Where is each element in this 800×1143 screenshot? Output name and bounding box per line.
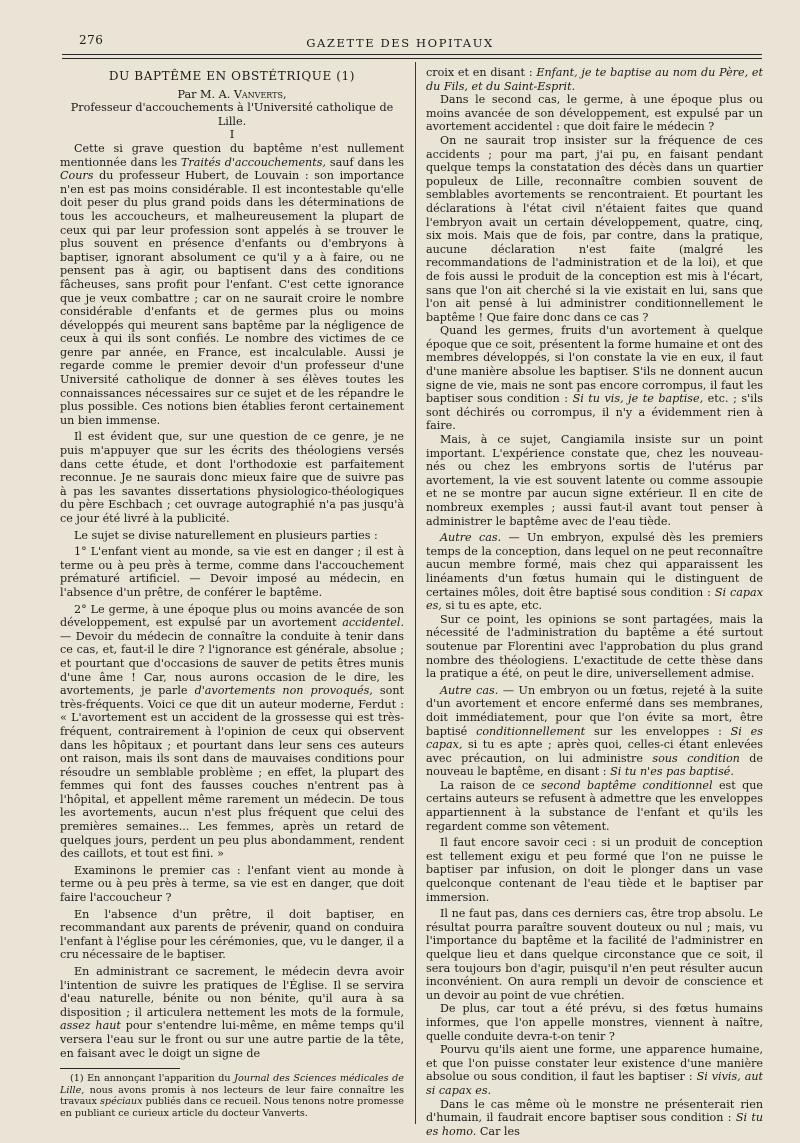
left-paragraph-3: Le sujet se divise naturellement en plusieurs parties : [74,528,378,542]
author-name: Vanverts, [233,87,287,101]
right-paragraph-9: La raison de ce second baptême conditionnel est que certains auteurs se refusent à admettre que les enveloppes appartiennent à la substance de l'enfant et qu'ils les regardent comme son vêtement. [426,778,763,833]
right-paragraph-11: Il ne faut pas, dans ces derniers cas, être trop absolu. Le résultat pourra paraître souvent douteux ou nul ; mais, vu l'importance du baptême et la facilité de l'administrer en quelque lieu et dans quelque circonstance que ce soit, il sera toujours bon d'agir, puisqu'il n'en peut résulter aucun inconvénient. On aura rempli un devoir de conscience et un devoir au point de vue chrétien. [426,907,763,1002]
article-title: DU BAPTÊME EN OBSTÉTRIQUE (1) [108,69,356,83]
right-paragraph-6: Autre cas. — Un embryon, expulsé dès les premiers temps de la conception, dans lequel on ne peut reconnaître aucun membre formé, mais chez qui apparaissent les linéaments d'un fœtus humain qui le distinguent de certaines môles, doit être baptisé sous condition : Si capax es, si tu es apte, etc. [426,531,763,613]
left-paragraph-6: Examinons le premier cas : l'enfant vient au monde à terme ou à peu près à terme, sa vie est en danger, que doit faire l'accoucheur ? [60,863,404,905]
author-prefix: Par M. A. [177,87,234,101]
header-rule-thin [62,58,762,59]
right-paragraph-13: Pourvu qu'ils aient une forme, une apparence humaine, et que l'on puisse constater leur existence d'une manière absolue ou sous condition, il faut les baptiser : Si vivis, aut si capax es. [426,1043,763,1097]
footnote [60,1073,404,1119]
article-author [60,88,404,102]
left-paragraph-5: 2° Le germe, à une époque plus ou moins avancée de son développement, est expulsé par un avortement accidentel. — Devoir du médecin de connaître la conduite à tenir dans ce cas, et, faut-il le dire ? l'ignorance est générale, absolue ; et pourtant que d'occasions de sauver de petits êtres munis d'une âme ! Car, nous aurons occasion de le dire, les avortements, je parle d'avortements non provoqués, sont très-fréquents. Voici ce que dit un auteur moderne, Ferdut : « L'avortement est un accident de la grossesse qui est très-fréquent, contrairement à l'opinion de ceux qui observent dans les hôpitaux ; et pourtant dans leur sens ces auteurs ont raison, mais ils sont dans de mauvaises conditions pour résoudre un semblable problème ; en effet, la plupart des femmes qui font des fausses couches n'entrent pas à l'hôpital, et appellent même rarement un médecin. De tous les avortements, aucun n'est plus fréquent que celui des premières semaines... Les femmes, après un retard de quelques jours, perdent un peu plus abondamment, rendent des caillots, et tout est fini. » [60,602,404,861]
right-paragraph-14: Dans le cas même où le monstre ne présenterait rien d'humain, il faudrait encore baptiser sous condition : Si tu es homo. Car les [426,1097,763,1138]
running-title: GAZETTE DES HOPITAUX [306,36,494,50]
right-column [426,66,763,1138]
section-numeral: I [229,127,235,142]
right-paragraph-12: De plus, car tout a été prévu, si des fœtus humains informes, que l'on appelle monstres, viennent à naître, quelle conduite devra-t-on tenir ? [426,1002,763,1043]
left-paragraph-4: 1° L'enfant vient au monde, sa vie est en danger ; il est à terme ou à peu près à terme, comme dans l'accouchement prématuré artificiel. — Devoir imposé au médecin, en l'absence d'un prêtre, de conférer le baptême. [60,545,404,599]
left-paragraph-1: Cette si grave question du baptême n'est nullement mentionnée dans les Traités d'accouchements, sauf dans les Cours du professeur Hubert, de Louvain : son importance n'en est pas moins considérable. Il est incontestable qu'elle doit peser du plus grand poids dans les déterminations de tous les accoucheurs, et malheureusement la plupart de ceux qui par leur profession sont appelés à se trouver le plus souvent en présence d'enfants ou d'embryons à baptiser, ignorant absolument ce qu'il y a à faire, ou ne pensent pas à agir, ou baptisent dans des conditions fâcheuses, sans profit pour l'enfant. C'est cette ignorance que je veux combattre ; car on ne saurait croire le nombre considérable d'enfants et de germes plus ou moins développés qui meurent sans baptême par la négligence de ceux à qui ils sont confiés. Le nombre des victimes de ce genre par année, en France, est incalculable. Aussi je regarde comme le premier devoir d'un professeur d'une Université catholique de donner à ses élèves toutes les connaissances nécessaires sur ce sujet et de les répandre le plus possible. Ces notions bien établies feront certainement un bien immense. [60,141,405,427]
right-paragraph-8: Autre cas. — Un embryon ou un fœtus, rejeté à la suite d'un avortement et encore enfermé dans ses membranes, doit immédiatement, pour que l'on évite sa mort, être baptisé conditionnellement sur les enveloppes : Si es capax, si tu es apte ; après quoi, celles-ci étant enlevées avec précaution, on lui administre sous condition de nouveau le baptême, en disant : Si tu n'es pas baptisé. [426,683,763,779]
right-paragraph-5: Mais, à ce sujet, Cangiamila insiste sur un point important. L'expérience constate que, chez les nouveau-nés ou chez les embryons sortis de l'utérus par avortement, la vie est souvent latente ou comme assoupie et ne se montre par aucun signe extérieur. Il en cite de nombreux exemples ; aussi faut-il avant tout penser à administrer le baptême avec de l'eau tiède. [426,433,763,528]
right-paragraph-1: croix et en disant : Enfant, je te baptise au nom du Père, et du Fils, et du Saint-Esprit. [426,66,763,93]
left-column [60,66,404,1120]
right-paragraph-2: Dans le second cas, le germe, à une époque plus ou moins avancée de son développement, est expulsé par un avortement accidentel : que doit faire le médecin ? [426,93,763,134]
left-paragraph-7: En l'absence d'un prêtre, il doit baptiser, en recommandant aux parents de prévenir, quand on conduira l'enfant à l'église pour les cérémonies, que, vu le danger, il a cru nécessaire de le baptiser. [60,907,404,962]
footnote-text: (1) En annonçant l'apparition du Journal des Sciences médicales de Lille, nous avons promis à nos lecteurs de leur faire connaître les travaux spéciaux publiés dans ce recueil. Nous tenons notre promesse en publiant ce curieux article du docteur Vanverts. [60,1073,404,1119]
right-paragraph-4: Quand les germes, fruits d'un avortement à quelque époque que ce soit, présentent la forme humaine et ont des membres développés, si l'on constate la vie en eux, il faut d'une manière absolue les baptiser. S'ils ne donnent aucun signe de vie, mais ne sont pas encore corrompus, il faut les baptiser sous condition : Si tu vis, je te baptise, etc. ; s'ils sont déchirés ou corrompus, il n'y a évidemment rien à faire. [426,324,764,433]
left-paragraph-2: Il est évident que, sur une question de ce genre, je ne puis m'appuyer que sur les écrits des théologiens versés dans cette étude, et dont l'orthodoxie est parfaitement reconnue. Je ne saurais donc mieux faire que de suivre pas à pas les savantes dissertations physiologico-théologiques du père Eschbach ; cet ouvrage autographié n'a pas jusqu'à ce jour été livré à la publicité. [60,430,404,525]
right-paragraph-3: On ne saurait trop insister sur la fréquence de ces accidents ; pour ma part, j'ai pu, en faisant pendant quelque temps la constatation des décès dans un quartier populeux de Lille, reconnaître combien souvent de semblables avortements se rencontraient. Et pourtant les déclarations à l'état civil n'étaient faites que quand l'embryon avait un certain développement, quatre, cinq, six mois. Mais que de fois, par contre, dans la pratique, aucune déclaration n'est faite (malgré les recommandations de l'administration et de la loi), et que de fois aussi le produit de la conception est mis à l'écart, sans que l'on ait cherché si la vie existait en lui, sans que l'on ait pensé à lui administrer conditionnellement le baptême ! Que faire donc dans ce cas ? [426,133,763,324]
page-number: 276 [79,33,104,47]
author-affiliation: Professeur d'accouchements à l'Université catholique de Lille. [70,101,394,128]
left-paragraph-8: En administrant ce sacrement, le médecin devra avoir l'intention de suivre les pratiques de l'Église. Il se servira d'eau naturelle, bénite ou non bénite, qu'il aura à sa disposition ; il articulera nettement les mots de la formule, assez haut pour s'entendre lui-même, en même temps qu'il versera l'eau sur le front ou sur une autre partie de la tête, en faisant avec le doigt un signe de [60,965,405,1060]
column-divider [415,62,416,1124]
footnote-rule [60,1068,180,1069]
right-paragraph-7: Sur ce point, les opinions se sont partagées, mais la nécessité de l'administration du baptême a été surtout soutenue par Florentini avec l'approbation du plus grand nombre des théologiens. L'exactitude de cette thèse dans la pratique a été, on peut le dire, universellement admise. [426,612,763,681]
header-rule-thick [62,54,762,55]
right-paragraph-10: Il faut encore savoir ceci : si un produit de conception est tellement exigu et peu formé que l'on ne puisse le baptiser par infusion, on doit le plonger dans un vase quelconque contenant de l'eau tiède et le baptiser par immersion. [426,836,763,904]
